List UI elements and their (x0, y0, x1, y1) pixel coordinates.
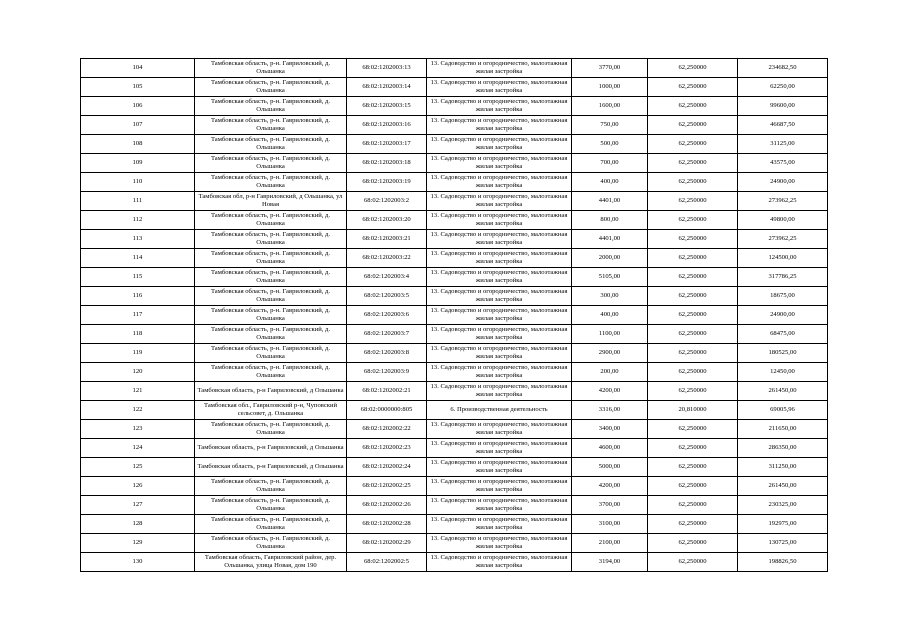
address-cell: Тамбовская область, р-н. Гавриловский, д. Ольшанка (195, 97, 347, 116)
cadastral-number-cell: 68:02:1202003:5 (347, 287, 427, 306)
specific-value-cell: 62,250000 (648, 363, 738, 382)
specific-value-cell: 62,250000 (648, 192, 738, 211)
cadastral-number-cell: 68:02:1202003:4 (347, 268, 427, 287)
land-use-cell: 13. Садоводство и огородничество, малоэтажная жилая застройка (427, 287, 572, 306)
specific-value-cell: 62,250000 (648, 420, 738, 439)
area-cell: 2100,00 (572, 534, 648, 553)
area-cell: 3770,00 (572, 59, 648, 78)
table-row (81, 363, 828, 382)
cadastral-number-cell: 68:02:1202003:8 (347, 344, 427, 363)
cadastral-value-cell: 62250,00 (738, 78, 828, 97)
specific-value-cell: 62,250000 (648, 553, 738, 572)
cadastral-value-cell: 234682,50 (738, 59, 828, 78)
row-number: 109 (81, 154, 195, 173)
table-row (81, 211, 828, 230)
specific-value-cell: 62,250000 (648, 458, 738, 477)
cadastral-value-cell: 211650,00 (738, 420, 828, 439)
specific-value-cell: 62,250000 (648, 496, 738, 515)
area-cell: 200,00 (572, 363, 648, 382)
area-cell: 5000,00 (572, 458, 648, 477)
area-cell: 400,00 (572, 306, 648, 325)
specific-value-cell: 62,250000 (648, 306, 738, 325)
cadastral-value-cell: 273962,25 (738, 192, 828, 211)
address-cell: Тамбовская область, р-н. Гавриловский, д. Ольшанка (195, 249, 347, 268)
cadastral-number-cell: 68:02:1202002:28 (347, 515, 427, 534)
cadastral-value-cell: 31125,00 (738, 135, 828, 154)
cadastral-value-cell: 273962,25 (738, 230, 828, 249)
cadastral-value-cell: 43575,00 (738, 154, 828, 173)
row-number: 108 (81, 135, 195, 154)
land-use-cell: 13. Садоводство и огородничество, малоэтажная жилая застройка (427, 154, 572, 173)
cadastral-value-cell: 230325,00 (738, 496, 828, 515)
cadastral-value-cell: 99600,00 (738, 97, 828, 116)
row-number: 111 (81, 192, 195, 211)
cadastral-number-cell: 68:02:1202002:26 (347, 496, 427, 515)
specific-value-cell: 62,250000 (648, 287, 738, 306)
address-cell: Тамбовская область, р-н. Гавриловский, д. Ольшанка (195, 534, 347, 553)
cadastral-value-cell: 311250,00 (738, 458, 828, 477)
land-use-cell: 13. Садоводство и огородничество, малоэтажная жилая застройка (427, 78, 572, 97)
specific-value-cell: 62,250000 (648, 97, 738, 116)
address-cell: Тамбовская область, р-н. Гавриловский, д. Ольшанка (195, 344, 347, 363)
cadastral-number-cell: 68:02:1202002:24 (347, 458, 427, 477)
area-cell: 1000,00 (572, 78, 648, 97)
row-number: 128 (81, 515, 195, 534)
cadastral-number-cell: 68:02:1202003:2 (347, 192, 427, 211)
cadastral-value-cell: 192975,00 (738, 515, 828, 534)
address-cell: Тамбовская область, р-н. Гавриловский, д. Ольшанка (195, 515, 347, 534)
area-cell: 5105,00 (572, 268, 648, 287)
cadastral-value-cell: 124500,00 (738, 249, 828, 268)
address-cell: Тамбовская область, р-н. Гавриловский, д. Ольшанка (195, 78, 347, 97)
area-cell: 3700,00 (572, 496, 648, 515)
address-cell: Тамбовская область, р-н. Гавриловский, д. Ольшанка (195, 420, 347, 439)
address-cell: Тамбовская область, р-н Гавриловский, д Ольшанка (195, 382, 347, 401)
table-row (81, 249, 828, 268)
area-cell: 3316,00 (572, 401, 648, 420)
specific-value-cell: 62,250000 (648, 59, 738, 78)
land-use-cell: 13. Садоводство и огородничество, малоэтажная жилая застройка (427, 496, 572, 515)
row-number: 114 (81, 249, 195, 268)
area-cell: 4200,00 (572, 477, 648, 496)
cadastral-value-cell: 261450,00 (738, 382, 828, 401)
table-row (81, 477, 828, 496)
address-cell: Тамбовская область, р-н. Гавриловский, д. Ольшанка (195, 496, 347, 515)
row-number: 104 (81, 59, 195, 78)
land-use-cell: 13. Садоводство и огородничество, малоэтажная жилая застройка (427, 344, 572, 363)
land-use-cell: 13. Садоводство и огородничество, малоэтажная жилая застройка (427, 477, 572, 496)
cadastral-number-cell: 68:02:0000000:805 (347, 401, 427, 420)
row-number: 127 (81, 496, 195, 515)
cadastral-value-cell: 130725,00 (738, 534, 828, 553)
table-row (81, 515, 828, 534)
table-row (81, 382, 828, 401)
table-row (81, 458, 828, 477)
area-cell: 3100,00 (572, 515, 648, 534)
land-use-cell: 13. Садоводство и огородничество, малоэтажная жилая застройка (427, 135, 572, 154)
specific-value-cell: 62,250000 (648, 477, 738, 496)
row-number: 106 (81, 97, 195, 116)
land-use-cell: 13. Садоводство и огородничество, малоэтажная жилая застройка (427, 553, 572, 572)
land-use-cell: 13. Садоводство и огородничество, малоэтажная жилая застройка (427, 534, 572, 553)
row-number: 126 (81, 477, 195, 496)
land-use-cell: 13. Садоводство и огородничество, малоэтажная жилая застройка (427, 173, 572, 192)
row-number: 125 (81, 458, 195, 477)
table-row (81, 553, 828, 572)
row-number: 117 (81, 306, 195, 325)
area-cell: 3400,00 (572, 420, 648, 439)
cadastral-value-cell: 68475,00 (738, 325, 828, 344)
address-cell: Тамбовская область, р-н. Гавриловский, д. Ольшанка (195, 477, 347, 496)
table-row (81, 534, 828, 553)
cadastral-value-cell: 12450,00 (738, 363, 828, 382)
cadastral-number-cell: 68:02:1202002:22 (347, 420, 427, 439)
specific-value-cell: 62,250000 (648, 78, 738, 97)
cadastral-number-cell: 68:02:1202003:22 (347, 249, 427, 268)
land-use-cell: 13. Садоводство и огородничество, малоэтажная жилая застройка (427, 420, 572, 439)
area-cell: 800,00 (572, 211, 648, 230)
address-cell: Тамбовская обл, р-н Гавриловский, д Ольшанка, ул Новая (195, 192, 347, 211)
address-cell: Тамбовская область, р-н Гавриловский, д Ольшанка (195, 439, 347, 458)
address-cell: Тамбовская область, р-н. Гавриловский, д. Ольшанка (195, 306, 347, 325)
specific-value-cell: 62,250000 (648, 249, 738, 268)
cadastral-value-cell: 49800,00 (738, 211, 828, 230)
address-cell: Тамбовская область, р-н. Гавриловский, д. Ольшанка (195, 59, 347, 78)
cadastral-number-cell: 68:02:1202003:19 (347, 173, 427, 192)
table-body (81, 59, 828, 572)
area-cell: 700,00 (572, 154, 648, 173)
row-number: 124 (81, 439, 195, 458)
area-cell: 4600,00 (572, 439, 648, 458)
address-cell: Тамбовская область, р-н. Гавриловский, д. Ольшанка (195, 230, 347, 249)
table-row (81, 287, 828, 306)
area-cell: 400,00 (572, 173, 648, 192)
row-number: 110 (81, 173, 195, 192)
area-cell: 300,00 (572, 287, 648, 306)
row-number: 107 (81, 116, 195, 135)
land-use-cell: 13. Садоводство и огородничество, малоэтажная жилая застройка (427, 439, 572, 458)
cadastral-number-cell: 68:02:1202002:21 (347, 382, 427, 401)
table-row (81, 439, 828, 458)
row-number: 118 (81, 325, 195, 344)
area-cell: 2000,00 (572, 249, 648, 268)
table-row (81, 154, 828, 173)
cadastral-number-cell: 68:02:1202002:23 (347, 439, 427, 458)
land-use-cell: 13. Садоводство и огородничество, малоэтажная жилая застройка (427, 249, 572, 268)
table-row (81, 78, 828, 97)
cadastral-number-cell: 68:02:1202003:6 (347, 306, 427, 325)
address-cell: Тамбовская область, р-н. Гавриловский, д. Ольшанка (195, 154, 347, 173)
row-number: 115 (81, 268, 195, 287)
table-row (81, 97, 828, 116)
specific-value-cell: 62,250000 (648, 382, 738, 401)
area-cell: 500,00 (572, 135, 648, 154)
specific-value-cell: 62,250000 (648, 325, 738, 344)
land-use-cell: 13. Садоводство и огородничество, малоэтажная жилая застройка (427, 306, 572, 325)
land-use-cell: 13. Садоводство и огородничество, малоэтажная жилая застройка (427, 458, 572, 477)
address-cell: Тамбовская область, р-н Гавриловский, д Ольшанка (195, 458, 347, 477)
cadastral-number-cell: 68:02:1202003:20 (347, 211, 427, 230)
land-use-cell: 13. Садоводство и огородничество, малоэтажная жилая застройка (427, 325, 572, 344)
specific-value-cell: 62,250000 (648, 154, 738, 173)
cadastral-number-cell: 68:02:1202003:17 (347, 135, 427, 154)
table-row (81, 325, 828, 344)
area-cell: 1600,00 (572, 97, 648, 116)
cadastral-number-cell: 68:02:1202003:16 (347, 116, 427, 135)
cadastral-value-cell: 24900,00 (738, 173, 828, 192)
table-row (81, 496, 828, 515)
address-cell: Тамбовская область, р-н. Гавриловский, д. Ольшанка (195, 116, 347, 135)
row-number: 113 (81, 230, 195, 249)
table-row (81, 135, 828, 154)
table-row (81, 268, 828, 287)
row-number: 122 (81, 401, 195, 420)
area-cell: 1100,00 (572, 325, 648, 344)
row-number: 123 (81, 420, 195, 439)
area-cell: 4200,00 (572, 382, 648, 401)
land-use-cell: 6. Производственная деятельность (427, 401, 572, 420)
address-cell: Тамбовская область, р-н. Гавриловский, д. Ольшанка (195, 325, 347, 344)
area-cell: 3194,00 (572, 553, 648, 572)
row-number: 105 (81, 78, 195, 97)
table-row (81, 230, 828, 249)
cadastral-value-cell: 198826,50 (738, 553, 828, 572)
row-number: 119 (81, 344, 195, 363)
table-row (81, 420, 828, 439)
row-number: 112 (81, 211, 195, 230)
address-cell: Тамбовская область, р-н. Гавриловский, д. Ольшанка (195, 287, 347, 306)
land-use-cell: 13. Садоводство и огородничество, малоэтажная жилая застройка (427, 363, 572, 382)
specific-value-cell: 62,250000 (648, 344, 738, 363)
specific-value-cell: 62,250000 (648, 439, 738, 458)
table-row (81, 401, 828, 420)
address-cell: Тамбовская область, Гавриловский район, дер. Ольшанка, улица Новая, дом 190 (195, 553, 347, 572)
specific-value-cell: 62,250000 (648, 173, 738, 192)
cadastral-value-cell: 180525,00 (738, 344, 828, 363)
table-row (81, 59, 828, 78)
specific-value-cell: 62,250000 (648, 116, 738, 135)
specific-value-cell: 62,250000 (648, 230, 738, 249)
land-use-cell: 13. Садоводство и огородничество, малоэтажная жилая застройка (427, 116, 572, 135)
cadastral-value-cell: 317786,25 (738, 268, 828, 287)
cadastral-number-cell: 68:02:1202003:15 (347, 97, 427, 116)
land-use-cell: 13. Садоводство и огородничество, малоэтажная жилая застройка (427, 97, 572, 116)
cadastral-number-cell: 68:02:1202003:21 (347, 230, 427, 249)
area-cell: 4401,00 (572, 230, 648, 249)
address-cell: Тамбовская область, р-н. Гавриловский, д. Ольшанка (195, 173, 347, 192)
cadastral-number-cell: 68:02:1202002:25 (347, 477, 427, 496)
cadastral-number-cell: 68:02:1202003:13 (347, 59, 427, 78)
cadastral-value-cell: 286350,00 (738, 439, 828, 458)
address-cell: Тамбовская область, р-н. Гавриловский, д. Ольшанка (195, 135, 347, 154)
land-use-cell: 13. Садоводство и огородничество, малоэтажная жилая застройка (427, 382, 572, 401)
area-cell: 4401,00 (572, 192, 648, 211)
cadastral-number-cell: 68:02:1202002:29 (347, 534, 427, 553)
cadastral-number-cell: 68:02:1202003:14 (347, 78, 427, 97)
specific-value-cell: 62,250000 (648, 135, 738, 154)
cadastral-number-cell: 68:02:1202003:9 (347, 363, 427, 382)
address-cell: Тамбовская область, р-н. Гавриловский, д. Ольшанка (195, 211, 347, 230)
cadastral-number-cell: 68:02:1202002:5 (347, 553, 427, 572)
specific-value-cell: 62,250000 (648, 211, 738, 230)
table-row (81, 116, 828, 135)
cadastral-number-cell: 68:02:1202003:18 (347, 154, 427, 173)
land-use-cell: 13. Садоводство и огородничество, малоэтажная жилая застройка (427, 230, 572, 249)
cadastral-value-cell: 69005,96 (738, 401, 828, 420)
table-row (81, 344, 828, 363)
row-number: 120 (81, 363, 195, 382)
address-cell: Тамбовская обл., Гавриловский р-н, Чуповский сельсовет, д. Ольшанка (195, 401, 347, 420)
address-cell: Тамбовская область, р-н. Гавриловский, д. Ольшанка (195, 268, 347, 287)
land-use-cell: 13. Садоводство и огородничество, малоэтажная жилая застройка (427, 59, 572, 78)
row-number: 130 (81, 553, 195, 572)
specific-value-cell: 62,250000 (648, 534, 738, 553)
specific-value-cell: 62,250000 (648, 515, 738, 534)
land-use-cell: 13. Садоводство и огородничество, малоэтажная жилая застройка (427, 268, 572, 287)
cadastral-value-table (80, 58, 828, 572)
area-cell: 750,00 (572, 116, 648, 135)
row-number: 129 (81, 534, 195, 553)
specific-value-cell: 20,810000 (648, 401, 738, 420)
land-use-cell: 13. Садоводство и огородничество, малоэтажная жилая застройка (427, 192, 572, 211)
cadastral-value-cell: 24900,00 (738, 306, 828, 325)
land-use-cell: 13. Садоводство и огородничество, малоэтажная жилая застройка (427, 211, 572, 230)
row-number: 116 (81, 287, 195, 306)
land-use-cell: 13. Садоводство и огородничество, малоэтажная жилая застройка (427, 515, 572, 534)
cadastral-value-cell: 46687,50 (738, 116, 828, 135)
cadastral-number-cell: 68:02:1202003:7 (347, 325, 427, 344)
table-row (81, 192, 828, 211)
table-row (81, 173, 828, 192)
cadastral-value-cell: 261450,00 (738, 477, 828, 496)
table-row (81, 306, 828, 325)
row-number: 121 (81, 382, 195, 401)
address-cell: Тамбовская область, р-н. Гавриловский, д. Ольшанка (195, 363, 347, 382)
specific-value-cell: 62,250000 (648, 268, 738, 287)
area-cell: 2900,00 (572, 344, 648, 363)
cadastral-value-cell: 18675,00 (738, 287, 828, 306)
